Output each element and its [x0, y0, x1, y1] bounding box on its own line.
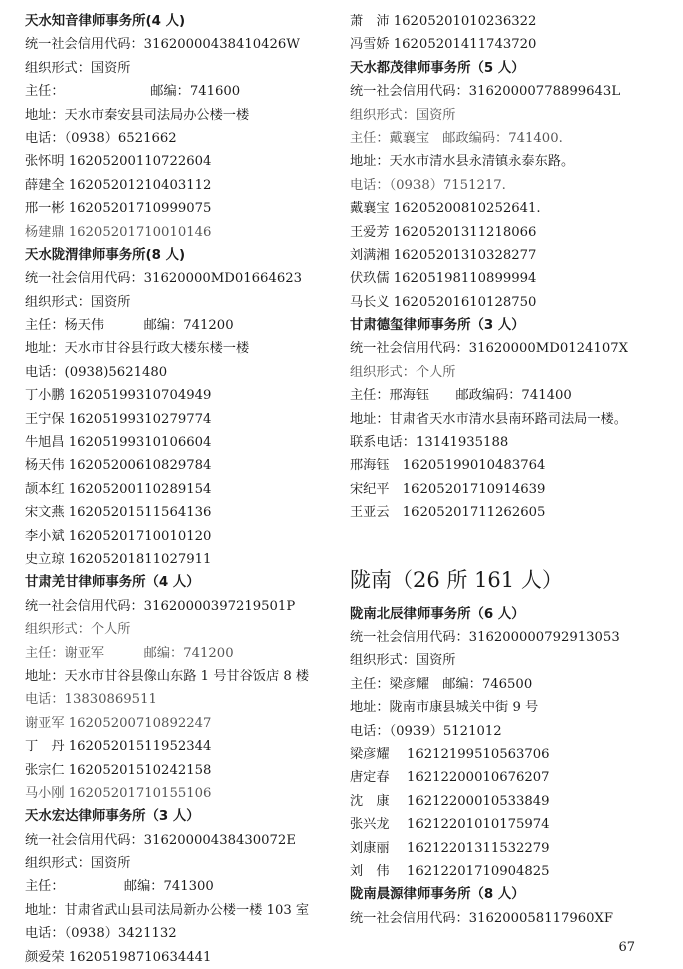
- entry-line: 地址：天水市甘谷县行政大楼东楼一楼: [25, 341, 250, 357]
- entry-line: 主任：邢海钰 邮政编码：741400: [350, 388, 572, 404]
- region-title: 陇南（26 所 161 人）: [350, 567, 563, 592]
- entry-line: 张宗仁 16205201510242158: [25, 762, 212, 778]
- entry-line: 宋纪平 16205201710914639: [350, 481, 546, 497]
- entry-line: 统一社会信用代码：31620000438430072E: [25, 832, 296, 848]
- entry-line: 刘满湘 16205201310328277: [350, 247, 537, 263]
- entry-line: 沈 康 16212200010533849: [350, 793, 550, 809]
- entry-line: 地址：天水市清水县永清镇永泰东路。: [350, 154, 575, 170]
- entry-line: 地址：天水市秦安县司法局办公楼一楼: [25, 107, 250, 123]
- entry-line: 丁小鹏 16205199310704949: [25, 388, 212, 404]
- entry-line: 李小斌 16205201710010120: [25, 528, 212, 544]
- entry-line: 邢海钰 16205199010483764: [350, 458, 546, 474]
- entry-line: 统一社会信用代码：31620000778899643L: [350, 84, 621, 100]
- entry-line: 杨天伟 16205200610829784: [25, 458, 212, 474]
- entry-line: 地址：天水市甘谷县像山东路 1 号甘谷饭店 8 楼: [25, 668, 310, 684]
- entry-line: 主任：戴襄宝 邮政编码：741400.: [350, 130, 563, 146]
- firm-heading: 甘肃羌甘律师事务所（4 人）: [25, 575, 200, 591]
- entry-line: 组织形式：国资所: [25, 294, 131, 310]
- entry-line: 统一社会信用代码：31620000MD01664623: [25, 271, 303, 287]
- entry-line: 邢一彬 16205201710999075: [25, 201, 212, 217]
- entry-line: 电话：（0938）7151217.: [350, 177, 506, 193]
- entry-line: 组织形式：国资所: [350, 653, 456, 669]
- entry-line: 主任：梁彦耀 邮编：746500: [350, 676, 533, 692]
- entry-line: 颜爱荣 16205198710634441: [25, 949, 212, 965]
- entry-line: 梁彦耀 16212199510563706: [350, 746, 550, 762]
- entry-line: 马小刚 16205201710155106: [25, 785, 212, 801]
- entry-line: 统一社会信用代码：31620000MD0124107X: [350, 341, 629, 357]
- entry-line: 组织形式：个人所: [25, 622, 131, 638]
- entry-line: 主任： 邮编：741300: [25, 879, 214, 895]
- entry-line: 马长义 16205201610128750: [350, 294, 537, 310]
- entry-line: 联系电话：13141935188: [350, 435, 509, 451]
- firm-heading: 天水都茂律师事务所（5 人）: [350, 60, 525, 76]
- page-number: 67: [618, 940, 635, 955]
- entry-line: 组织形式：国资所: [350, 107, 456, 123]
- entry-line: 统一社会信用代码：31620000438410426W: [25, 37, 300, 53]
- firm-heading: 陇南北辰律师事务所（6 人）: [350, 606, 525, 622]
- entry-line: 谢亚军 16205200710892247: [25, 715, 212, 731]
- left-column: [25, 10, 343, 969]
- entry-line: 薛建全 16205201210403112: [25, 177, 212, 193]
- entry-line: 地址：陇南市康县城关中街 9 号: [350, 700, 539, 716]
- entry-line: 统一社会信用代码：31620000397219501P: [25, 598, 296, 614]
- entry-line: 组织形式：国资所: [25, 856, 131, 872]
- entry-line: 刘康丽 16212201311532279: [350, 840, 550, 856]
- firm-heading: 陇南晨源律师事务所（8 人）: [350, 887, 525, 903]
- right-column-top: [350, 10, 670, 525]
- entry-line: 地址：甘肃省武山县司法局新办公楼一楼 103 室: [25, 902, 310, 918]
- firm-heading: 天水知音律师事务所(4 人): [25, 14, 186, 29]
- entry-line: 王宁保 16205199310279774: [25, 411, 212, 427]
- entry-line: 主任：杨天伟 邮编：741200: [25, 318, 234, 334]
- entry-line: 杨建鼎 16205201710010146: [25, 224, 212, 240]
- entry-line: 组织形式：国资所: [25, 60, 131, 76]
- entry-line: 张怀明 16205200110722604: [25, 154, 212, 170]
- entry-line: 萧 沛 16205201010236322: [350, 14, 537, 29]
- entry-line: 主任：谢亚军 邮编：741200: [25, 645, 234, 661]
- entry-line: 电话：（0939）5121012: [350, 723, 502, 739]
- entry-line: 电话：（0938）3421132: [25, 926, 177, 942]
- entry-line: 颉本红 16205200110289154: [25, 481, 212, 497]
- entry-line: 统一社会信用代码：316200000792913053: [350, 630, 620, 645]
- right-column-bottom: [350, 603, 670, 930]
- entry-line: 组织形式：个人所: [350, 364, 456, 380]
- entry-line: 牛旭昌 16205199310106604: [25, 435, 212, 451]
- entry-line: 电话：13830869511: [25, 692, 157, 708]
- right-column: [350, 10, 670, 930]
- entry-line: 史立琼 16205201811027911: [25, 551, 212, 567]
- entry-line: 电话：(0938)5621480: [25, 364, 168, 380]
- entry-line: 伏玖儒 16205198110899994: [350, 271, 537, 287]
- entry-line: 王爱芳 16205201311218066: [350, 224, 537, 240]
- entry-line: 王亚云 16205201711262605: [350, 505, 546, 521]
- entry-line: 唐定春 16212200010676207: [350, 770, 550, 786]
- entry-line: 丁 丹 16205201511952344: [25, 739, 212, 755]
- firm-heading: 甘肃德玺律师事务所（3 人）: [350, 318, 525, 334]
- entry-line: 刘 伟 16212201710904825: [350, 863, 550, 879]
- entry-line: 统一社会信用代码：316200058117960XF: [350, 910, 614, 926]
- entry-line: 主任： 邮编：741600: [25, 84, 241, 100]
- entry-line: 戴襄宝 16205200810252641.: [350, 201, 541, 217]
- firm-heading: 天水宏达律师事务所（3 人）: [25, 809, 200, 825]
- entry-line: 地址：甘肃省天水市清水县南环路司法局一楼。: [350, 411, 627, 427]
- firm-heading: 天水陇渭律师事务所(8 人): [25, 247, 186, 263]
- entry-line: 宋文燕 16205201511564136: [25, 505, 212, 521]
- entry-line: 冯雪娇 16205201411743720: [350, 37, 537, 53]
- entry-line: 电话：（0938）6521662: [25, 130, 177, 146]
- entry-line: 张兴龙 16212201010175974: [350, 817, 550, 833]
